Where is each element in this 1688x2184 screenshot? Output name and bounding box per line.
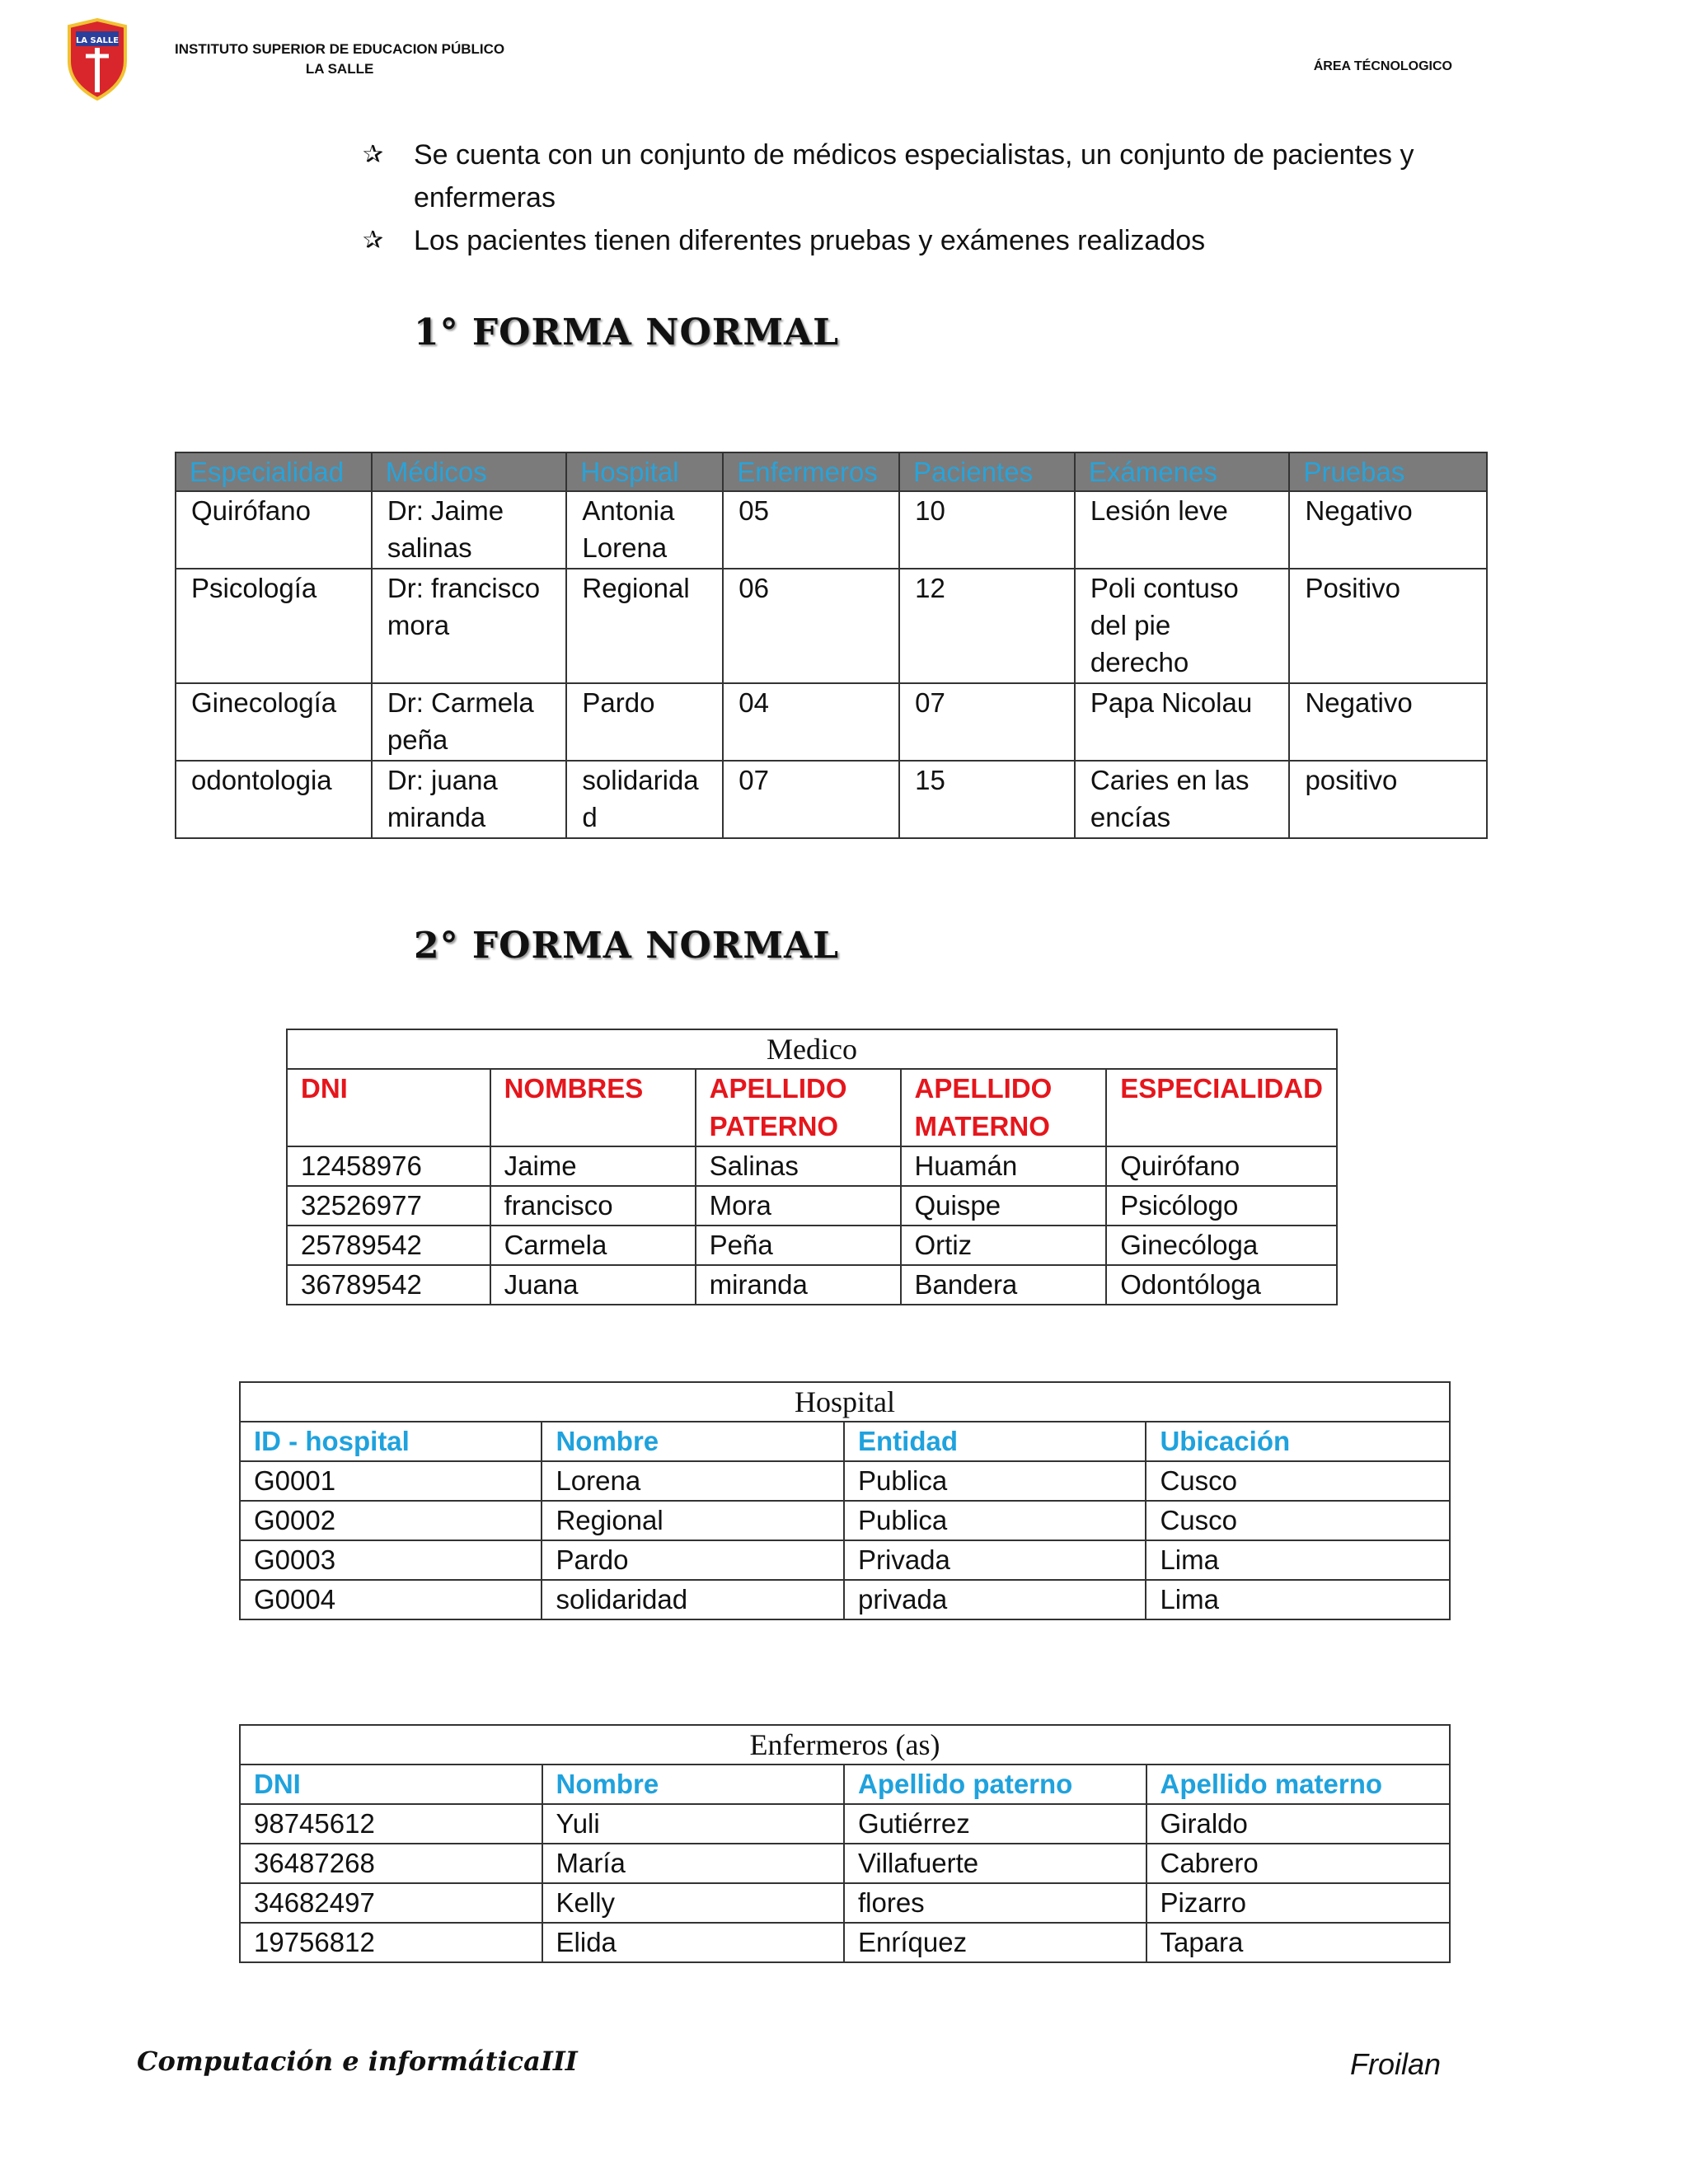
table-cell: G0001 (240, 1461, 542, 1501)
table-cell: 12 (899, 569, 1075, 683)
table-cell: Psicología (176, 569, 372, 683)
institute-logo (64, 18, 130, 101)
table-caption: Medico (287, 1029, 1337, 1069)
logo-text: LA SALLE (75, 36, 120, 45)
table-medico (286, 1029, 1338, 1305)
column-header: Hospital (566, 452, 723, 491)
institute-line1: INSTITUTO SUPERIOR DE EDUCACION PÚBLICO (175, 41, 505, 57)
table-cell: solidaridad (542, 1580, 844, 1619)
table-cell: Quispe (901, 1186, 1107, 1226)
table-cell: Dr: Carmela peña (372, 683, 567, 761)
table-row (287, 1265, 1337, 1305)
table-cell: Gutiérrez (844, 1804, 1146, 1844)
table-row (240, 1580, 1450, 1619)
table-cell: Bandera (901, 1265, 1107, 1305)
table-cell: G0003 (240, 1540, 542, 1580)
table-cell: Huamán (901, 1146, 1107, 1186)
table-cell: Tapara (1146, 1923, 1451, 1962)
table-row (287, 1226, 1337, 1265)
table-row (240, 1540, 1450, 1580)
table-cell: 05 (723, 491, 899, 569)
table-cell: Dr: francisco mora (372, 569, 567, 683)
table-cell: Negativo (1289, 491, 1487, 569)
table-cell: 36789542 (287, 1265, 490, 1305)
column-header: Especialidad (176, 452, 372, 491)
table-cell: 04 (723, 683, 899, 761)
table-cell: positivo (1289, 761, 1487, 838)
section-title-2fn: 2° FORMA NORMAL (414, 925, 840, 967)
star-icon: ✰ (363, 141, 384, 168)
footer-course: Computación e informáticaIII (137, 2046, 578, 2077)
table-cell: Odontóloga (1106, 1265, 1337, 1305)
table-cell: Publica (844, 1461, 1146, 1501)
column-header: APELLIDO MATERNO (901, 1069, 1107, 1146)
table-cell: Antonia Lorena (566, 491, 723, 569)
table-cell: Cusco (1146, 1461, 1450, 1501)
table-cell: Cabrero (1146, 1844, 1451, 1883)
table-cell: Positivo (1289, 569, 1487, 683)
table-cell: Lima (1146, 1540, 1450, 1580)
table-cell: 19756812 (240, 1923, 542, 1962)
bullet-text: Se cuenta con un conjunto de médicos especialistas, un conjunto de pacientes y enfermeras (414, 139, 1414, 213)
table-cell: Salinas (696, 1146, 901, 1186)
table-cell: Dr: Jaime salinas (372, 491, 567, 569)
table-caption: Enfermeros (as) (240, 1725, 1450, 1765)
table-cell: Lorena (542, 1461, 844, 1501)
table-cell: María (542, 1844, 844, 1883)
table-hospital (239, 1381, 1451, 1620)
table-cell: flores (844, 1883, 1146, 1923)
institute-line2: LA SALLE (305, 61, 374, 77)
institute-name (175, 40, 504, 79)
column-header: Pacientes (899, 452, 1075, 491)
table-cell: 34682497 (240, 1883, 542, 1923)
table-cell: Dr: juana miranda (372, 761, 567, 838)
column-header: Médicos (372, 452, 567, 491)
table-cell: Quirófano (176, 491, 372, 569)
table-cell: G0002 (240, 1501, 542, 1540)
table-cell: francisco (490, 1186, 696, 1226)
bullet-item (363, 219, 1467, 262)
table-cell: 32526977 (287, 1186, 490, 1226)
table-first-normal-form (175, 452, 1488, 839)
table-row (176, 761, 1487, 838)
table-cell: Juana (490, 1265, 696, 1305)
table-cell: Lesión leve (1075, 491, 1290, 569)
table-row (240, 1883, 1450, 1923)
bullet-list (363, 134, 1467, 262)
table-cell: 36487268 (240, 1844, 542, 1883)
table-cell: Ortiz (901, 1226, 1107, 1265)
table-header-row (240, 1422, 1450, 1461)
table-cell: Elida (542, 1923, 844, 1962)
table-cell: Poli contuso del pie derecho (1075, 569, 1290, 683)
table-cell: Caries en las encías (1075, 761, 1290, 838)
table-cell: 98745612 (240, 1804, 542, 1844)
column-header: DNI (240, 1765, 542, 1804)
table-row (240, 1923, 1450, 1962)
table-cell: Lima (1146, 1580, 1450, 1619)
table-cell: Ginecología (176, 683, 372, 761)
table-cell: miranda (696, 1265, 901, 1305)
table-cell: Regional (542, 1501, 844, 1540)
table-cell: solidaridad (566, 761, 723, 838)
table-row (287, 1186, 1337, 1226)
table-cell: Peña (696, 1226, 901, 1265)
table-cell: 25789542 (287, 1226, 490, 1265)
column-header: Entidad (844, 1422, 1146, 1461)
column-header: ID - hospital (240, 1422, 542, 1461)
table-cell: 06 (723, 569, 899, 683)
table-cell: 10 (899, 491, 1075, 569)
column-header: Pruebas (1289, 452, 1487, 491)
table-row (240, 1501, 1450, 1540)
table-cell: Pizarro (1146, 1883, 1451, 1923)
table-cell: Psicólogo (1106, 1186, 1337, 1226)
table-row (240, 1844, 1450, 1883)
table-cell: Privada (844, 1540, 1146, 1580)
column-header: Apellido paterno (844, 1765, 1146, 1804)
table-cell: Papa Nicolau (1075, 683, 1290, 761)
column-header: Exámenes (1075, 452, 1290, 491)
table-cell: 15 (899, 761, 1075, 838)
table-cell: Enríquez (844, 1923, 1146, 1962)
table-cell: Cusco (1146, 1501, 1450, 1540)
table-cell: Quirófano (1106, 1146, 1337, 1186)
table-cell: Villafuerte (844, 1844, 1146, 1883)
bullet-item (363, 134, 1467, 219)
table-cell: 12458976 (287, 1146, 490, 1186)
table-cell: Kelly (542, 1883, 844, 1923)
table-cell: Carmela (490, 1226, 696, 1265)
bullet-text: Los pacientes tienen diferentes pruebas y exámenes realizados (414, 225, 1206, 256)
table-cell: privada (844, 1580, 1146, 1619)
table-cell: Ginecóloga (1106, 1226, 1337, 1265)
table-row (176, 569, 1487, 683)
column-header: Apellido materno (1146, 1765, 1451, 1804)
table-cell: Mora (696, 1186, 901, 1226)
column-header: Enfermeros (723, 452, 899, 491)
table-row (240, 1804, 1450, 1844)
column-header: DNI (287, 1069, 490, 1146)
table-header-row (287, 1069, 1337, 1146)
column-header: Nombre (542, 1765, 844, 1804)
table-row (176, 683, 1487, 761)
table-cell: Yuli (542, 1804, 844, 1844)
table-cell: Pardo (542, 1540, 844, 1580)
table-caption: Hospital (240, 1382, 1450, 1422)
table-cell: odontologia (176, 761, 372, 838)
column-header: NOMBRES (490, 1069, 696, 1146)
table-cell: G0004 (240, 1580, 542, 1619)
area-label: ÁREA TÉCNOLOGICO (1313, 59, 1452, 73)
table-row (287, 1146, 1337, 1186)
column-header: Nombre (542, 1422, 844, 1461)
footer-author: Froilan (1350, 2047, 1442, 2081)
table-cell: 07 (723, 761, 899, 838)
table-enfermeros (239, 1724, 1451, 1963)
table-cell: Regional (566, 569, 723, 683)
table-header-row (240, 1765, 1450, 1804)
table-row (240, 1461, 1450, 1501)
table-cell: Negativo (1289, 683, 1487, 761)
star-icon: ✰ (363, 227, 384, 254)
table-cell: 07 (899, 683, 1075, 761)
table-cell: Publica (844, 1501, 1146, 1540)
column-header: APELLIDO PATERNO (696, 1069, 901, 1146)
table-cell: Giraldo (1146, 1804, 1451, 1844)
table-cell: Jaime (490, 1146, 696, 1186)
column-header: Ubicación (1146, 1422, 1450, 1461)
section-title-1fn: 1° FORMA NORMAL (414, 312, 840, 354)
table-cell: Pardo (566, 683, 723, 761)
table-header-row (176, 452, 1487, 491)
table-row (176, 491, 1487, 569)
column-header: ESPECIALIDAD (1106, 1069, 1337, 1146)
